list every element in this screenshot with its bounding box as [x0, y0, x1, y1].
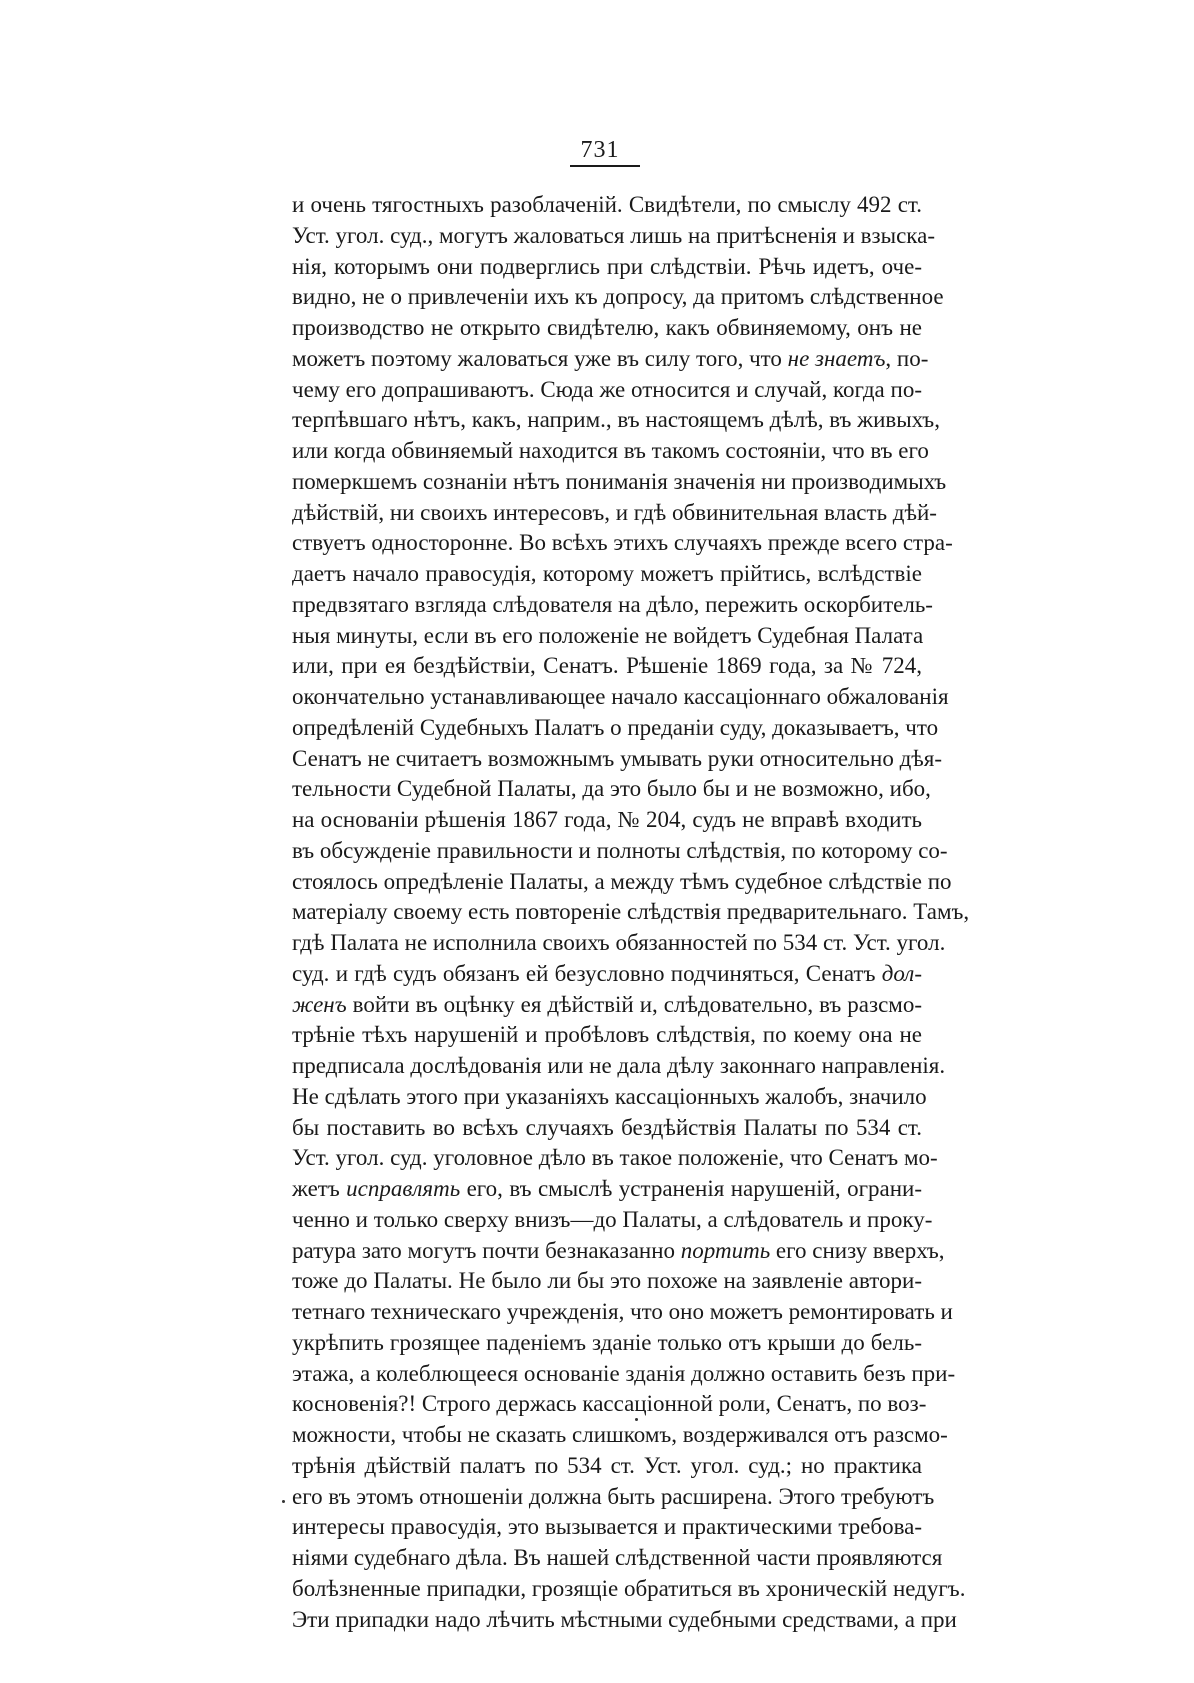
text-segment: тельности Судебной Палаты, да это было бы и не возможно, ибо,	[292, 776, 931, 802]
text-line	[292, 805, 922, 836]
text-line	[292, 436, 929, 467]
text-line	[292, 190, 922, 221]
text-segment: и очень тягостныхъ разоблаченій. Свидѣтели, по смыслу 492 ст.	[292, 192, 922, 217]
text-segment: тетнаго техническаго учрежденія, что оно можетъ ремонтировать и	[292, 1299, 953, 1324]
text-segment: дѣйствій, ни своихъ интересовъ, и гдѣ обвинительная власть дѣй-	[292, 499, 937, 525]
text-line	[292, 867, 952, 898]
italic-text: женъ	[292, 991, 347, 1017]
italic-text: дол-	[881, 960, 922, 986]
text-line	[292, 1605, 957, 1636]
page-number-rule	[570, 165, 640, 167]
text-line	[292, 1266, 922, 1297]
text-line	[292, 1512, 922, 1543]
text-line	[292, 375, 922, 406]
text-line	[292, 282, 944, 313]
text-segment: , по-	[885, 345, 929, 371]
text-segment: нія, которымъ они подверглись при слѣдствіи. Рѣчь идетъ, оче-	[292, 253, 922, 279]
italic-text: портить	[680, 1237, 771, 1263]
text-line	[292, 1051, 946, 1082]
text-line	[292, 1236, 945, 1267]
text-line	[292, 1389, 927, 1420]
text-line	[292, 1574, 966, 1605]
text-segment: чему его допрашиваютъ. Сюда же относится и случай, когда по-	[292, 376, 922, 402]
text-segment: трѣнія дѣйствій палатъ по 534 ст. Уст. угол. суд.; но практика	[292, 1452, 922, 1478]
text-line	[292, 559, 922, 590]
text-segment: этажа, а колеблющееся основаніе зданія должно оставить безъ при-	[292, 1360, 956, 1386]
body-text	[292, 190, 970, 1635]
text-segment: жетъ	[292, 1176, 347, 1201]
text-segment: опредѣленій Судебныхъ Палатъ о преданіи суду, доказываетъ, что	[292, 714, 939, 740]
text-line	[292, 1082, 927, 1113]
print-speck	[635, 1418, 638, 1421]
text-line	[292, 1174, 922, 1205]
text-segment: матеріалу своему есть повтореніе слѣдствія предварительнаго. Тамъ,	[292, 899, 970, 925]
text-segment: болѣзненные припадки, грозящіе обратиться въ хроническій недугъ.	[292, 1575, 966, 1601]
text-segment: предвзятаго взгляда слѣдователя на дѣло, пережить оскорбитель-	[292, 591, 933, 617]
text-segment: стоялось опредѣленіе Палаты, а между тѣмъ судебное слѣдствіе по	[292, 868, 952, 894]
page-number: 731	[580, 137, 620, 163]
italic-text: не знаетъ	[787, 345, 886, 371]
text-line	[292, 1543, 943, 1574]
text-segment: его снизу вверхъ,	[770, 1237, 945, 1263]
text-line	[292, 313, 922, 344]
text-line	[292, 928, 946, 959]
text-segment: Уст. угол. суд., могутъ жаловаться лишь на притѣсненія и взыска-	[292, 222, 935, 248]
text-segment: ніями судебнаго дѣла. Въ нашей слѣдственной части проявляются	[292, 1545, 943, 1570]
text-segment: Уст. угол. суд. уголовное дѣло въ такое положеніе, что Сенатъ мо-	[292, 1145, 938, 1171]
text-segment: Сенатъ не считаетъ возможнымъ умывать руки относительно дѣя-	[292, 745, 943, 771]
text-segment: въ обсужденіе правильности и полноты слѣдствія, по которому со-	[292, 837, 948, 863]
text-segment: можности, чтобы не сказать слишкомъ, воздерживался отъ разсмо-	[292, 1422, 948, 1447]
text-segment: Не сдѣлать этого при указаніяхъ кассаціонныхъ жалобъ, значило	[292, 1083, 927, 1109]
text-segment: его, въ смыслѣ устраненія нарушеній, ограни-	[460, 1176, 922, 1201]
text-line	[292, 252, 922, 283]
text-segment: или, при ея бездѣйствіи, Сенатъ. Рѣшеніе 1869 года, за № 724,	[292, 653, 922, 679]
text-line	[292, 713, 939, 744]
text-segment: или когда обвиняемый находится въ такомъ состояніи, что въ его	[292, 438, 929, 463]
text-segment: гдѣ Палата не исполнила своихъ обязанностей по 534 ст. Уст. угол.	[292, 930, 946, 955]
text-segment: войти въ оцѣнку ея дѣйствій и, слѣдовательно, въ разсмо-	[346, 991, 922, 1017]
text-segment: бы поставить во всѣхъ случаяхъ бездѣйствія Палаты по 534 ст.	[292, 1114, 922, 1140]
text-segment: даетъ начало правосудія, которому можетъ прійтись, вслѣдствіе	[292, 561, 922, 586]
text-segment: косновенія?! Строго держась кассаціонной роли, Сенатъ, по воз-	[292, 1391, 927, 1417]
text-line	[292, 1113, 922, 1144]
text-line	[292, 836, 948, 867]
text-line	[292, 528, 953, 559]
text-line	[292, 498, 937, 529]
text-segment: его въ этомъ отношеніи должна быть расширена. Этого требуютъ	[292, 1483, 935, 1509]
text-line	[292, 1205, 933, 1236]
text-line	[292, 405, 940, 436]
text-line	[292, 1359, 956, 1390]
text-line	[292, 959, 922, 990]
text-line	[292, 1420, 948, 1451]
text-line	[292, 621, 922, 652]
text-line	[292, 344, 929, 375]
text-segment: ныя минуты, если въ его положеніе не войдетъ Судебная Палата	[292, 622, 924, 648]
text-line	[292, 221, 935, 252]
print-speck	[282, 1500, 285, 1503]
text-segment: тоже до Палаты. Не было ли бы это похоже на заявленіе автори-	[292, 1268, 922, 1294]
text-line	[292, 1328, 922, 1359]
text-line	[292, 1143, 938, 1174]
text-segment: окончательно устанавливающее начало кассаціоннаго обжалованія	[292, 684, 949, 709]
text-segment: интересы правосудія, это вызывается и практическими требова-	[292, 1514, 922, 1540]
text-segment: можетъ поэтому жаловаться уже въ силу того, что	[292, 345, 788, 371]
text-segment: трѣніе тѣхъ нарушеній и пробѣловъ слѣдствія, по коему она не	[292, 1022, 922, 1048]
text-segment: видно, не о привлеченіи ихъ къ допросу, да притомъ слѣдственное	[292, 284, 944, 310]
italic-text: исправлять	[346, 1176, 461, 1201]
text-segment: терпѣвшаго нѣтъ, какъ, наприм., въ настоящемъ дѣлѣ, въ живыхъ,	[292, 407, 940, 433]
text-line	[292, 1451, 922, 1482]
text-segment: померкшемъ сознаніи нѣтъ пониманія значенія ни производимыхъ	[292, 468, 947, 494]
text-segment: Эти припадки надо лѣчить мѣстными судебными средствами, а при	[292, 1606, 957, 1632]
text-segment: ствуетъ односторонне. Во всѣхъ этихъ случаяхъ прежде всего стра-	[292, 530, 953, 556]
text-line	[292, 897, 970, 928]
text-line	[292, 744, 943, 775]
text-line	[292, 1297, 953, 1328]
text-line	[292, 590, 933, 621]
text-segment: укрѣпить грозящее паденіемъ зданіе только отъ крыши до бель-	[292, 1329, 922, 1355]
text-line	[292, 682, 949, 713]
text-line	[292, 774, 931, 805]
text-segment: суд. и гдѣ судъ обязанъ ей безусловно подчиняться, Сенатъ	[292, 960, 882, 986]
text-line	[292, 990, 922, 1021]
text-line	[292, 467, 947, 498]
text-segment: предписала дослѣдованія или не дала дѣлу законнаго направленія.	[292, 1053, 946, 1078]
text-segment: ченно и только сверху внизъ—до Палаты, а слѣдователь и проку-	[292, 1206, 933, 1232]
text-segment: на основаніи рѣшенія 1867 года, № 204, судъ не вправѣ входить	[292, 807, 922, 832]
text-segment: ратура зато могутъ почти безнаказанно	[292, 1237, 681, 1263]
text-line	[292, 1020, 922, 1051]
text-segment: производство не открыто свидѣтелю, какъ обвиняемому, онъ не	[292, 315, 922, 340]
text-line	[292, 651, 922, 682]
text-line	[292, 1482, 935, 1513]
